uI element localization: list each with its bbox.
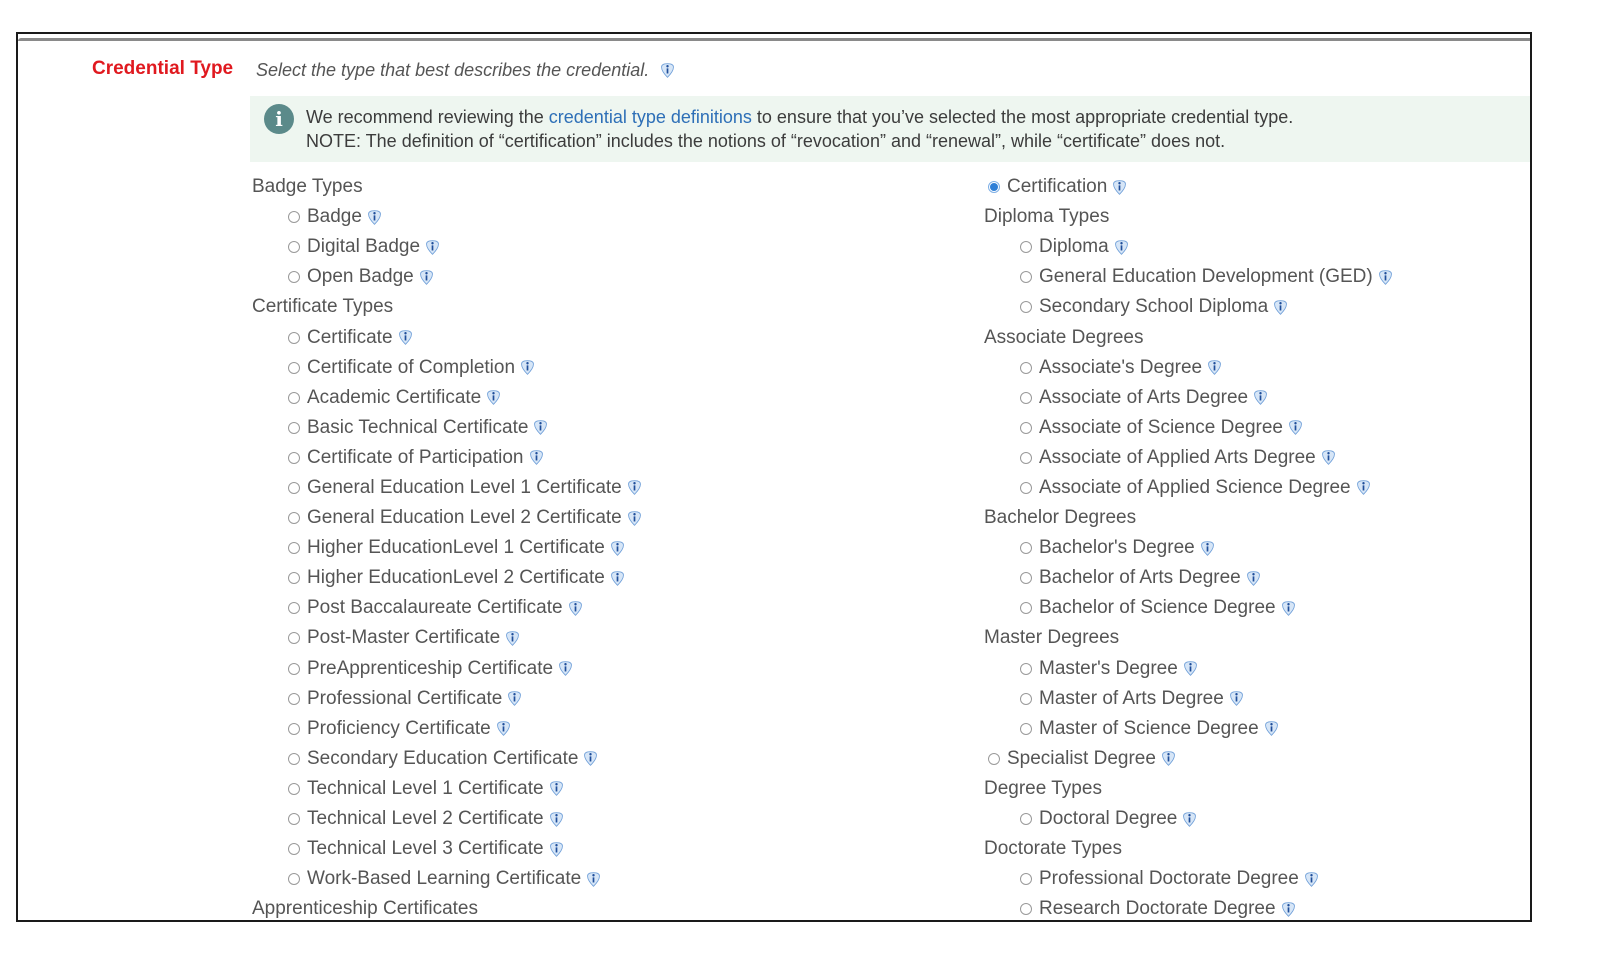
- radio-button[interactable]: [288, 602, 300, 614]
- radio-option-post-baccalaureate-certificate[interactable]: [252, 593, 643, 623]
- radio-option-associate-of-applied-science-degree[interactable]: [984, 473, 1394, 503]
- radio-option-master-of-science-degree[interactable]: [984, 714, 1394, 744]
- radio-option-label[interactable]: Bachelor's Degree: [1039, 537, 1195, 559]
- radio-button[interactable]: [1020, 873, 1032, 885]
- info-tooltip-icon[interactable]: [366, 209, 383, 226]
- radio-option-label[interactable]: Secondary School Diploma: [1039, 296, 1269, 318]
- radio-option-professional-doctorate-degree[interactable]: [984, 864, 1394, 894]
- radio-button[interactable]: [288, 512, 300, 524]
- radio-option-specialist-degree[interactable]: [984, 744, 1394, 774]
- radio-option-label[interactable]: General Education Development (GED): [1039, 266, 1373, 288]
- info-tooltip-icon[interactable]: [1199, 540, 1216, 557]
- info-tooltip-icon[interactable]: [626, 510, 643, 527]
- info-tooltip-icon[interactable]: [548, 841, 565, 858]
- info-banner: [250, 96, 1530, 162]
- radio-option-label[interactable]: Specialist Degree: [1007, 747, 1156, 769]
- banner-text-after: to ensure that you’ve selected the most appropriate credential type.: [751, 107, 1294, 127]
- info-tooltip-icon[interactable]: [1272, 299, 1289, 316]
- radio-button[interactable]: [288, 452, 300, 464]
- info-tooltip-icon[interactable]: [495, 720, 512, 737]
- radio-button[interactable]: [1020, 663, 1032, 675]
- radio-option-label[interactable]: Work-Based Learning Certificate: [307, 868, 582, 890]
- radio-option-certificate[interactable]: [252, 322, 643, 352]
- radio-option-work-based-learning-certificate[interactable]: [252, 864, 643, 894]
- radio-button[interactable]: [288, 362, 300, 374]
- radio-option-label[interactable]: Academic Certificate: [307, 386, 482, 408]
- group-header-label: Diploma Types: [984, 206, 1110, 228]
- group-header-label: Badge Types: [252, 176, 363, 198]
- info-tooltip-icon[interactable]: [1182, 660, 1199, 677]
- group-header-associate-degrees: [984, 322, 1394, 352]
- help-text: Select the type that best describes the credential.: [256, 60, 650, 80]
- radio-option-master-of-arts-degree[interactable]: [984, 684, 1394, 714]
- radio-button[interactable]: [1020, 392, 1032, 404]
- info-tooltip-icon[interactable]: [1320, 449, 1337, 466]
- radio-option-label[interactable]: General Education Level 1 Certificate: [307, 476, 622, 498]
- radio-button[interactable]: [1020, 903, 1032, 915]
- radio-option-badge[interactable]: [252, 202, 643, 232]
- group-header-certificate-types: [252, 292, 643, 322]
- radio-option-label[interactable]: Bachelor of Arts Degree: [1039, 567, 1241, 589]
- info-tooltip-icon[interactable]: [397, 329, 414, 346]
- radio-option-label[interactable]: Master of Science Degree: [1039, 717, 1259, 739]
- group-header-master-degrees: [984, 623, 1394, 653]
- radio-option-label[interactable]: Associate's Degree: [1039, 356, 1203, 378]
- info-tooltip-icon[interactable]: [626, 479, 643, 496]
- radio-button[interactable]: [288, 632, 300, 644]
- radio-option-associate-of-science-degree[interactable]: [984, 413, 1394, 443]
- group-header-badge-types: [252, 172, 643, 202]
- radio-button[interactable]: [1020, 723, 1032, 735]
- radio-button[interactable]: [288, 723, 300, 735]
- radio-option-associate-of-applied-arts-degree[interactable]: [984, 443, 1394, 473]
- radio-button[interactable]: [1020, 542, 1032, 554]
- radio-option-diploma[interactable]: [984, 232, 1394, 262]
- info-tooltip-icon[interactable]: [1111, 179, 1128, 196]
- info-tooltip-icon[interactable]: [1280, 901, 1297, 918]
- radio-option-digital-badge[interactable]: [252, 232, 643, 262]
- radio-button[interactable]: [288, 663, 300, 675]
- group-header-label: Degree Types: [984, 777, 1102, 799]
- radio-option-label[interactable]: Associate of Applied Science Degree: [1039, 476, 1351, 498]
- radio-button[interactable]: [1020, 241, 1032, 253]
- radio-option-label[interactable]: Certificate of Completion: [307, 356, 516, 378]
- banner-text: [306, 105, 1293, 153]
- field-label: Credential Type: [92, 58, 234, 79]
- group-header-label: Master Degrees: [984, 627, 1120, 649]
- radio-button[interactable]: [288, 211, 300, 223]
- field-help-text: [256, 60, 676, 81]
- radio-button[interactable]: [288, 753, 300, 765]
- radio-option-label[interactable]: Certification: [1007, 176, 1108, 198]
- radio-option-higher-educationlevel-2-certificate[interactable]: [252, 563, 643, 593]
- radio-button[interactable]: [288, 332, 300, 344]
- radio-button[interactable]: [1020, 301, 1032, 313]
- radio-option-academic-certificate[interactable]: [252, 383, 643, 413]
- radio-option-label[interactable]: Associate of Arts Degree: [1039, 386, 1249, 408]
- info-tooltip-icon[interactable]: [528, 449, 545, 466]
- info-tooltip-icon[interactable]: [1280, 600, 1297, 617]
- radio-button[interactable]: [1020, 362, 1032, 374]
- info-tooltip-icon[interactable]: [1377, 269, 1394, 286]
- radio-option-technical-level-2-certificate[interactable]: [252, 804, 643, 834]
- radio-option-bachelor-of-arts-degree[interactable]: [984, 563, 1394, 593]
- info-tooltip-icon[interactable]: [1252, 389, 1269, 406]
- banner-note: NOTE: The definition of “certification” includes the notions of “revocation” and “renewal”, while “certificate” does not.: [306, 131, 1226, 151]
- radio-button[interactable]: [288, 813, 300, 825]
- radio-button[interactable]: [288, 392, 300, 404]
- radio-button[interactable]: [1020, 693, 1032, 705]
- info-tooltip-icon[interactable]: [609, 540, 626, 557]
- info-tooltip-icon[interactable]: [1287, 419, 1304, 436]
- radio-option-label[interactable]: Diploma: [1039, 236, 1109, 258]
- info-tooltip-icon[interactable]: [582, 750, 599, 767]
- info-tooltip-icon[interactable]: [548, 780, 565, 797]
- group-header-label: Doctorate Types: [984, 838, 1123, 860]
- radio-option-label[interactable]: Doctoral Degree: [1039, 808, 1178, 830]
- radio-option-label[interactable]: Bachelor of Science Degree: [1039, 597, 1276, 619]
- radio-button[interactable]: [288, 783, 300, 795]
- radio-option-open-badge[interactable]: [252, 262, 643, 292]
- radio-option-general-education-development-ged[interactable]: [984, 262, 1394, 292]
- info-tooltip-icon[interactable]: [548, 811, 565, 828]
- credential-type-panel: [16, 32, 1532, 922]
- radio-option-professional-certificate[interactable]: [252, 684, 643, 714]
- radio-option-bachelor-of-science-degree[interactable]: [984, 593, 1394, 623]
- radio-option-label[interactable]: Higher EducationLevel 1 Certificate: [307, 537, 605, 559]
- radio-option-preapprenticeship-certificate[interactable]: [252, 654, 643, 684]
- group-header-label: Bachelor Degrees: [984, 507, 1137, 529]
- group-header-degree-types: [984, 774, 1394, 804]
- radio-option-label[interactable]: Certificate of Participation: [307, 446, 524, 468]
- radio-option-basic-technical-certificate[interactable]: [252, 413, 643, 443]
- radio-option-secondary-education-certificate[interactable]: [252, 744, 643, 774]
- banner-text-before: We recommend reviewing the: [306, 107, 549, 127]
- radio-option-label[interactable]: Certificate: [307, 326, 393, 348]
- info-tooltip-icon[interactable]: [424, 239, 441, 256]
- credential-type-definitions-link[interactable]: credential type definitions: [548, 107, 752, 127]
- radio-option-certification[interactable]: [984, 172, 1394, 202]
- radio-option-label[interactable]: Professional Doctorate Degree: [1039, 868, 1299, 890]
- radio-button[interactable]: [288, 422, 300, 434]
- radio-button[interactable]: [288, 693, 300, 705]
- radio-option-technical-level-3-certificate[interactable]: [252, 834, 643, 864]
- radio-option-label[interactable]: Research Doctorate Degree: [1039, 898, 1276, 920]
- radio-option-label[interactable]: Secondary Education Certificate: [307, 747, 579, 769]
- radio-button[interactable]: [1020, 271, 1032, 283]
- radio-button[interactable]: [288, 482, 300, 494]
- radio-option-general-education-level-2-certificate[interactable]: [252, 503, 643, 533]
- radio-option-proficiency-certificate[interactable]: [252, 714, 643, 744]
- radio-option-secondary-school-diploma[interactable]: [984, 292, 1394, 322]
- info-tooltip-icon[interactable]: [1228, 690, 1245, 707]
- radio-option-certificate-of-completion[interactable]: [252, 353, 643, 383]
- radio-button[interactable]: [1020, 422, 1032, 434]
- info-tooltip-icon[interactable]: [1113, 239, 1130, 256]
- radio-option-label[interactable]: Technical Level 2 Certificate: [307, 808, 544, 830]
- radio-option-label[interactable]: Higher EducationLevel 2 Certificate: [307, 567, 605, 589]
- info-tooltip-icon[interactable]: [1355, 479, 1372, 496]
- info-tooltip-icon[interactable]: [504, 630, 521, 647]
- left-option-column: [252, 172, 643, 922]
- radio-option-label[interactable]: Post Baccalaureate Certificate: [307, 597, 563, 619]
- info-tooltip-icon[interactable]: [1160, 750, 1177, 767]
- radio-button[interactable]: [1020, 452, 1032, 464]
- radio-option-label[interactable]: Digital Badge: [307, 236, 421, 258]
- info-tooltip-icon[interactable]: [659, 62, 676, 79]
- info-tooltip-icon[interactable]: [485, 389, 502, 406]
- radio-button[interactable]: [288, 241, 300, 253]
- radio-option-label[interactable]: Technical Level 3 Certificate: [307, 838, 544, 860]
- radio-option-post-master-certificate[interactable]: [252, 623, 643, 653]
- radio-option-research-doctorate-degree[interactable]: [984, 894, 1394, 922]
- radio-button[interactable]: [988, 753, 1000, 765]
- radio-option-label[interactable]: PreApprenticeship Certificate: [307, 657, 554, 679]
- radio-option-higher-educationlevel-1-certificate[interactable]: [252, 533, 643, 563]
- radio-button[interactable]: [1020, 572, 1032, 584]
- group-header-label: Associate Degrees: [984, 326, 1144, 348]
- info-tooltip-icon[interactable]: [1245, 570, 1262, 587]
- right-option-column: [984, 172, 1394, 922]
- radio-option-doctoral-degree[interactable]: [984, 804, 1394, 834]
- group-header-diploma-types: [984, 202, 1394, 232]
- radio-option-label[interactable]: Post-Master Certificate: [307, 627, 501, 649]
- radio-option-label[interactable]: Open Badge: [307, 266, 414, 288]
- radio-option-label[interactable]: Associate of Science Degree: [1039, 416, 1283, 438]
- radio-button[interactable]: [1020, 813, 1032, 825]
- radio-option-label[interactable]: Basic Technical Certificate: [307, 416, 529, 438]
- group-header-doctorate-types: [984, 834, 1394, 864]
- info-tooltip-icon[interactable]: [609, 570, 626, 587]
- radio-option-label[interactable]: Master of Arts Degree: [1039, 687, 1224, 709]
- group-header-label: Apprenticeship Certificates: [252, 898, 478, 920]
- radio-button[interactable]: [1020, 482, 1032, 494]
- radio-button[interactable]: [288, 873, 300, 885]
- radio-option-associate-of-arts-degree[interactable]: [984, 383, 1394, 413]
- radio-selected[interactable]: [988, 181, 1000, 193]
- info-tooltip-icon[interactable]: [1206, 359, 1223, 376]
- radio-option-label[interactable]: Associate of Applied Arts Degree: [1039, 446, 1316, 468]
- info-tooltip-icon[interactable]: [567, 600, 584, 617]
- radio-button[interactable]: [288, 572, 300, 584]
- info-tooltip-icon[interactable]: [519, 359, 536, 376]
- info-tooltip-icon[interactable]: [1303, 871, 1320, 888]
- radio-button[interactable]: [1020, 602, 1032, 614]
- radio-option-label[interactable]: General Education Level 2 Certificate: [307, 507, 622, 529]
- radio-option-associate-s-degree[interactable]: [984, 353, 1394, 383]
- info-tooltip-icon[interactable]: [418, 269, 435, 286]
- radio-option-label[interactable]: Professional Certificate: [307, 687, 503, 709]
- info-tooltip-icon[interactable]: [557, 660, 574, 677]
- info-tooltip-icon[interactable]: [1263, 720, 1280, 737]
- radio-option-label[interactable]: Master's Degree: [1039, 657, 1178, 679]
- info-tooltip-icon[interactable]: [585, 871, 602, 888]
- info-tooltip-icon[interactable]: [1181, 811, 1198, 828]
- radio-option-technical-level-1-certificate[interactable]: [252, 774, 643, 804]
- radio-option-master-s-degree[interactable]: [984, 654, 1394, 684]
- info-tooltip-icon[interactable]: [532, 419, 549, 436]
- group-header-bachelor-degrees: [984, 503, 1394, 533]
- info-circle-icon: i: [264, 104, 294, 134]
- radio-button[interactable]: [288, 843, 300, 855]
- radio-button[interactable]: [288, 271, 300, 283]
- group-header-label: Certificate Types: [252, 296, 394, 318]
- radio-option-label[interactable]: Technical Level 1 Certificate: [307, 777, 544, 799]
- radio-option-label[interactable]: Badge: [307, 206, 362, 228]
- radio-button[interactable]: [288, 542, 300, 554]
- radio-option-certificate-of-participation[interactable]: [252, 443, 643, 473]
- info-tooltip-icon[interactable]: [506, 690, 523, 707]
- radio-option-general-education-level-1-certificate[interactable]: [252, 473, 643, 503]
- group-header-apprenticeship-certificates: [252, 894, 643, 922]
- radio-option-bachelor-s-degree[interactable]: [984, 533, 1394, 563]
- radio-option-label[interactable]: Proficiency Certificate: [307, 717, 491, 739]
